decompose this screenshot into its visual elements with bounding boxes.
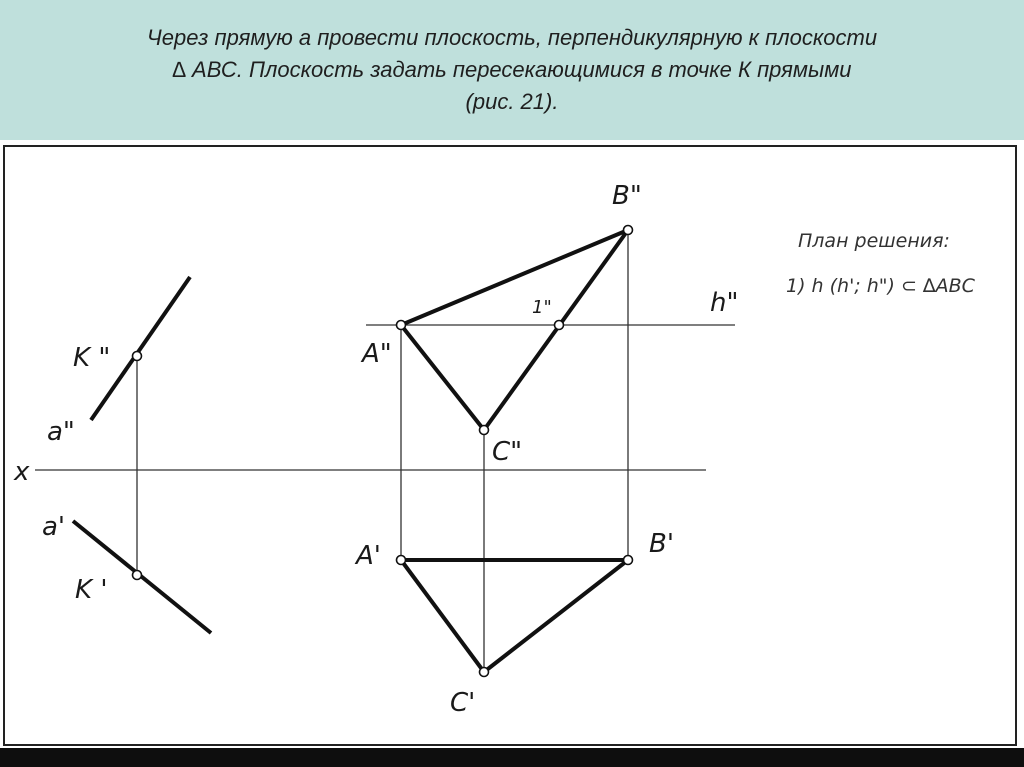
label-c2: C" <box>492 437 523 467</box>
label-a2: A" <box>362 339 392 369</box>
label-c1: C' <box>450 688 476 718</box>
point-b1 <box>624 556 633 565</box>
label-h2: h" <box>710 288 739 318</box>
segment-a2-c2 <box>401 325 484 430</box>
label-b1: B' <box>649 529 674 559</box>
label-k2: K " <box>73 343 111 373</box>
point-c1 <box>480 668 489 677</box>
point-b2 <box>624 226 633 235</box>
point-a1 <box>397 556 406 565</box>
plan-step-1: 1) h (h'; h") ⊂ ∆ABC <box>786 275 975 297</box>
bottom-bar <box>0 748 1024 767</box>
label-k1: K ' <box>75 575 108 605</box>
label-x-axis: x <box>14 457 30 487</box>
point-k1 <box>133 571 142 580</box>
segment-b1-c1 <box>484 560 628 672</box>
plan-title: План решения: <box>798 230 950 252</box>
header-line-2: ∆ АВС. Плоскость задать пересекающимися в точке К прямыми <box>172 57 852 82</box>
point-k2 <box>133 352 142 361</box>
label-b2: B" <box>612 181 642 211</box>
label-a-line1: a' <box>42 512 66 542</box>
label-a-line2: a" <box>47 417 75 447</box>
header-line-3: (рис. 21). <box>465 89 559 114</box>
label-point-1-2: 1" <box>532 297 552 318</box>
label-a1: A' <box>356 541 381 571</box>
header-line-1: Через прямую а провести плоскость, перпендикулярную к плоскости <box>146 25 878 50</box>
segment-a1-c1 <box>401 560 484 672</box>
point-c2 <box>480 426 489 435</box>
point-a2 <box>397 321 406 330</box>
point-1-2 <box>555 321 564 330</box>
